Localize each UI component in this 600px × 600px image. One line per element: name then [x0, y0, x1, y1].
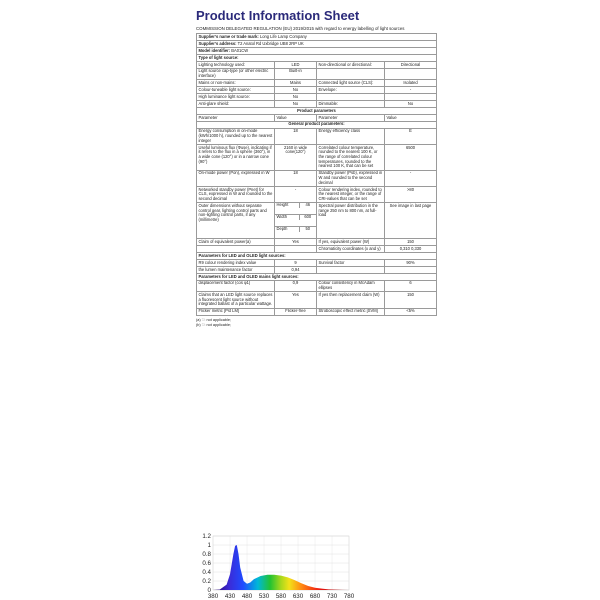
parameter-value: 150	[385, 239, 437, 246]
parameter-label: On-mode power (Pon), expressed in W	[197, 170, 275, 186]
type-header: Type of light source:	[197, 55, 437, 62]
dimension-cell	[275, 227, 317, 239]
parameter-value: 0,94	[275, 267, 317, 274]
parameter-label: Correlated colour temperature, rounded to the nearest 100 K, or the range of correlated colour temperatures, rounded to the nearest 100 K, that can be set	[317, 144, 385, 170]
general-parameters-header: General product parameters:	[197, 121, 437, 128]
info-table-body	[197, 34, 437, 315]
parameter-value: 150	[385, 292, 437, 308]
parameter-value	[385, 68, 437, 80]
parameter-label	[317, 68, 385, 80]
parameter-value: No	[275, 94, 317, 101]
dimension-row	[197, 203, 437, 215]
parameter-label: R9 colour rendering index value	[197, 260, 275, 267]
y-tick-label: 0.8	[202, 551, 211, 558]
parameter-value: -	[385, 87, 437, 94]
led-parameters-header: Parameters for LED and OLED light sources:	[197, 253, 437, 260]
model-identifier: BA01CW	[231, 47, 249, 53]
parameter-value: LED	[275, 61, 317, 68]
x-tick-label: 630	[292, 593, 304, 600]
equivalent-power-row	[197, 239, 437, 246]
parameter-value: No	[385, 101, 437, 108]
dimension-name: Width	[275, 215, 300, 220]
parameter-label: High luminance light source:	[197, 94, 275, 101]
parameter-label: Chromaticity coordinates (x and y)	[317, 246, 385, 253]
parameter-label: Mains or non-mains:	[197, 80, 275, 87]
supplier-name-label: Supplier’s name or trade mark:	[198, 34, 259, 39]
x-tick-label: 780	[343, 593, 355, 600]
parameter-value: <5%	[385, 308, 437, 315]
y-tick-label: 0.6	[202, 560, 211, 567]
mains-row	[197, 308, 437, 315]
general-row	[197, 144, 437, 170]
parameter-label: Claims that an LED light source replaces a fluorescent light source without integrated ballast of a particular wattage.	[197, 292, 275, 308]
type-row	[197, 101, 437, 108]
mains-parameters-header: Parameters for LED and OLED mains light sources:	[197, 273, 437, 280]
parameter-value	[385, 267, 437, 274]
parameter-value: 18	[275, 128, 317, 144]
parameter-value: 18	[275, 170, 317, 186]
model-row	[197, 48, 437, 55]
parameter-label: Colour consistency in McAdam ellipses	[317, 280, 385, 292]
parameter-value: 6500	[385, 144, 437, 170]
parameter-label: Energy efficiency class	[317, 128, 385, 144]
supplier-address-label: Supplier’s address:	[198, 40, 237, 46]
mains-row	[197, 292, 437, 308]
product-parameters-header-row	[197, 108, 437, 115]
parameter-label: Standby power (Psb), expressed in W and rounded to the second decimal	[317, 170, 385, 186]
page-title: Product Information Sheet	[196, 8, 360, 23]
type-row	[197, 94, 437, 101]
y-tick-label: 0.2	[202, 578, 211, 585]
dimension-cell	[275, 203, 317, 215]
parameter-value: 6	[385, 280, 437, 292]
parameter-value: -	[275, 186, 317, 202]
x-tick-label: 530	[258, 593, 270, 600]
x-tick-label: 380	[207, 593, 219, 600]
mains-parameters-header-row	[197, 273, 437, 280]
supplier-address: T2 Anatol Rd Uxbridge UB8 2RP UK	[237, 40, 304, 46]
parameter-value: >80	[385, 186, 437, 202]
parameter-value: Flicker-free	[275, 308, 317, 315]
parameter-label	[317, 267, 385, 274]
parameter-value: Directional	[385, 61, 437, 68]
x-tick-label: 730	[326, 593, 338, 600]
parameter-label	[197, 246, 275, 253]
type-row	[197, 87, 437, 94]
parameter-value: Isolated	[385, 80, 437, 87]
y-tick-label: 1	[207, 542, 211, 549]
parameter-label: displacement factor (cos φ1)	[197, 280, 275, 292]
parameter-value	[385, 94, 437, 101]
column-header: Value	[275, 114, 317, 121]
footnotes	[196, 318, 436, 328]
y-tick-label: 0.4	[202, 569, 211, 576]
dimension-value: 46	[305, 202, 311, 208]
model-label: Model identifier:	[198, 47, 231, 53]
type-row	[197, 80, 437, 87]
parameter-value: Mains	[275, 80, 317, 87]
general-row	[197, 186, 437, 202]
spectral-label: Spectral power distribution in the range 250 nm to 800 nm, at full-load	[317, 203, 385, 239]
parameter-label: Lighting technology used:	[197, 61, 275, 68]
parameter-label	[317, 94, 385, 101]
x-tick-label: 480	[241, 593, 253, 600]
parameter-value: 9	[275, 260, 317, 267]
dimension-value: 50	[305, 226, 311, 232]
dimension-value: 600	[304, 214, 312, 220]
parameter-label: Non-directional or directional:	[317, 61, 385, 68]
mains-row	[197, 280, 437, 292]
parameter-value: 0,9	[275, 280, 317, 292]
x-tick-label: 430	[224, 593, 236, 600]
general-row	[197, 128, 437, 144]
led-parameters-header-row	[197, 253, 437, 260]
parameter-label: Stroboscopic effect metric [SVM]	[317, 308, 385, 315]
parameter-label: Envelope:	[317, 87, 385, 94]
parameter-value	[275, 246, 317, 253]
regulation-text: COMMISSION DELEGATED REGULATION (EU) 2019/2015 with regard to energy labelling of light sources	[196, 26, 405, 31]
column-header: Value	[385, 114, 437, 121]
parameter-label: Colour rendering index, rounded to the nearest integer, or the range of CRI-values that can be set	[317, 186, 385, 202]
supplier-name: Long Life Lamp Company	[259, 34, 307, 39]
info-table	[196, 33, 437, 315]
footnote-b: (b) '-': not applicable;	[196, 322, 232, 327]
column-header-row	[197, 114, 437, 121]
product-parameters-header: Product parameters	[197, 108, 437, 115]
parameter-label: Light source cap-type (or other electric interface)	[197, 68, 275, 80]
parameter-label: Networked standby power (Pnet) for CLS, expressed in W and rounded to the second decimal	[197, 186, 275, 202]
led-row	[197, 267, 437, 274]
parameter-value: Built-in	[275, 68, 317, 80]
parameter-label: Flicker metric [Pst LM]	[197, 308, 275, 315]
spectral-value: See image in last page	[385, 203, 437, 239]
footnote-a: (a) '-': not applicable;	[196, 317, 232, 322]
type-row	[197, 68, 437, 80]
parameter-label: Energy consumption in on-mode (kWh/1000 h), rounded up to the nearest integer	[197, 128, 275, 144]
parameter-value: 0,310 0,330	[385, 246, 437, 253]
parameter-value: E	[385, 128, 437, 144]
x-tick-label: 580	[275, 593, 287, 600]
parameter-value: No	[275, 101, 317, 108]
type-header-row	[197, 55, 437, 62]
parameter-label: the lumen maintenance factor	[197, 267, 275, 274]
y-tick-label: 0	[207, 587, 211, 594]
parameter-value: 2160 in wide cone(120°)	[275, 144, 317, 170]
parameter-label: Colour-tuneable light source:	[197, 87, 275, 94]
supplier-name-row	[197, 34, 437, 41]
column-header: Parameter	[197, 114, 275, 121]
type-row	[197, 61, 437, 68]
general-parameters-header-row	[197, 121, 437, 128]
dimension-cell	[275, 215, 317, 227]
equivalent-power-row	[197, 246, 437, 253]
y-axis-ticks	[202, 533, 211, 594]
parameter-label: If yes then replacement claim (W)	[317, 292, 385, 308]
parameter-label: Claim of equivalent power(a)	[197, 239, 275, 246]
y-tick-label: 1.2	[202, 533, 211, 540]
parameter-value: No	[275, 87, 317, 94]
spectral-power-chart	[195, 532, 355, 600]
dimension-name: Height	[275, 203, 300, 208]
x-tick-label: 680	[309, 593, 321, 600]
parameter-value: 90%	[385, 260, 437, 267]
parameter-value: Yes	[275, 292, 317, 308]
led-row	[197, 260, 437, 267]
dimension-name: Depth	[275, 227, 300, 232]
general-row	[197, 170, 437, 186]
parameter-label: Connected light source (CLS):	[317, 80, 385, 87]
parameter-value: Yes	[275, 239, 317, 246]
parameter-label: Useful luminous flux (Φuse), indicating if it refers to the flux in a sphere (360°), in a wide cone (120°) or in a narrow cone (90°)	[197, 144, 275, 170]
supplier-address-row	[197, 41, 437, 48]
parameter-label: Survival factor	[317, 260, 385, 267]
column-header: Parameter	[317, 114, 385, 121]
parameter-label: Anti-glare shield:	[197, 101, 275, 108]
product-information-sheet	[196, 8, 436, 328]
parameter-label: If yes, equivalent power (W)	[317, 239, 385, 246]
parameter-label: Dimmable:	[317, 101, 385, 108]
dimensions-label: Outer dimensions without separate control gear, lighting control parts and non-lighting control parts, if any (millimetre)	[197, 203, 275, 239]
x-axis-ticks	[208, 593, 355, 600]
parameter-value: -	[385, 170, 437, 186]
